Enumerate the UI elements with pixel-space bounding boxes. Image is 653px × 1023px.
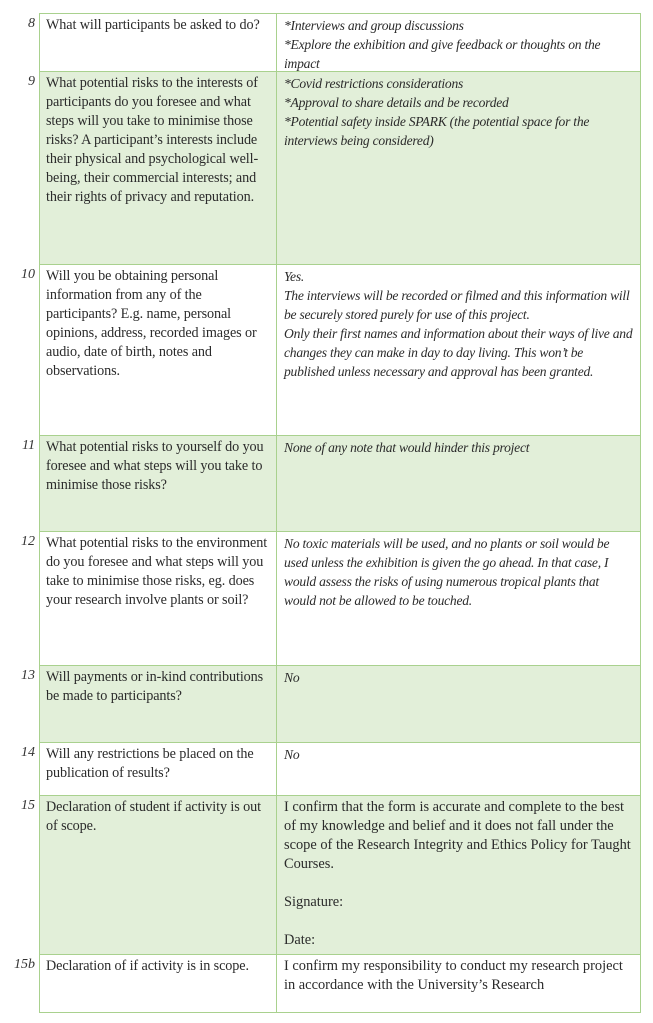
answer-cell: [277, 666, 640, 742]
question-cell: Declaration of if activity is in scope.: [40, 955, 277, 1012]
answer-line: Yes.: [284, 269, 305, 284]
answer-cell: [277, 265, 640, 435]
row-number: 13: [21, 668, 35, 683]
declaration-text: I confirm my responsibility to conduct my research project in accordance with the University’s Research: [284, 958, 623, 993]
answer-line: No: [284, 747, 300, 762]
spacer-line: [284, 912, 633, 931]
row-number: 15b: [14, 957, 35, 972]
answer-line: *Potential safety inside SPARK (the potential space for the interviews being considered): [284, 114, 590, 148]
answer-cell: [277, 532, 640, 665]
date-field[interactable]: Date:: [284, 932, 316, 948]
table-row-12: [21, 531, 640, 665]
row-number: 8: [28, 16, 35, 31]
ethics-form-table: [14, 13, 641, 1013]
answer-cell: [277, 955, 640, 1012]
answer-line: No: [284, 670, 300, 685]
table-row-11: [22, 435, 640, 531]
answer-line: The interviews will be recorded or filmed and this information will be securely stored purely for use of this project.: [284, 288, 630, 322]
answer-line: *Explore the exhibition and give feedback or thoughts on the impact: [284, 37, 601, 71]
table-row-15: [21, 795, 640, 954]
signature-field[interactable]: Signature:: [284, 894, 344, 910]
answer-cell: [277, 14, 640, 71]
answer-line: *Approval to share details and be recorded: [284, 95, 509, 110]
question-cell: Declaration of student if activity is out of scope.: [40, 796, 277, 954]
table-row-13: [21, 665, 640, 742]
answer-cell: [277, 436, 640, 531]
question-cell: What will participants be asked to do?: [40, 14, 277, 71]
question-cell: Will any restrictions be placed on the publication of results?: [40, 743, 277, 795]
row-number: 14: [21, 745, 35, 760]
answer-cell: [277, 796, 640, 954]
answer-line: *Interviews and group discussions: [284, 18, 464, 33]
row-number: 11: [22, 438, 35, 453]
answer-line: Only their first names and information about their ways of live and changes they can make in day to day living. This won’t be published unless necessary and approval has been granted.: [284, 326, 633, 379]
declaration-text: I confirm that the form is accurate and complete to the best of my knowledge and belief and it does not fall under the scope of the Research Integrity and Ethics Policy for Taught Courses.: [284, 799, 631, 872]
table-row-9: [28, 71, 640, 264]
spacer-line: [284, 874, 633, 893]
question-cell: What potential risks to yourself do you foresee and what steps will you take to minimise those risks?: [40, 436, 277, 531]
row-number: 10: [21, 267, 35, 282]
question-cell: What potential risks to the environment do you foresee and what steps will you take to minimise those risks, eg. does your research involve plants or soil?: [40, 532, 277, 665]
question-cell: Will payments or in-kind contributions be made to participants?: [40, 666, 277, 742]
table-row-15b: [14, 954, 640, 1013]
answer-line: *Covid restrictions considerations: [284, 76, 464, 91]
answer-cell: [277, 743, 640, 795]
table-row-14: [21, 742, 640, 795]
row-number: 9: [28, 74, 35, 89]
answer-line: No toxic materials will be used, and no plants or soil would be used unless the exhibition is given the go ahead. In that case, I would assess the risks of using numerous tropical plants that would not be allowed to be touched.: [284, 536, 610, 608]
answer-cell: [277, 72, 640, 264]
row-number: 12: [21, 534, 35, 549]
table-row-10: [21, 264, 640, 435]
answer-line: None of any note that would hinder this project: [284, 440, 530, 455]
table-row-8: [28, 13, 640, 71]
question-cell: Will you be obtaining personal information from any of the participants? E.g. name, personal opinions, address, recorded images or audio, date of birth, notes and observations.: [40, 265, 277, 435]
row-number: 15: [21, 798, 35, 813]
question-cell: What potential risks to the interests of participants do you foresee and what steps will you take to minimise those risks? A participant’s interests include their physical and psychological well-being, their commercial interests; and their rights of privacy and reputation.: [40, 72, 277, 264]
